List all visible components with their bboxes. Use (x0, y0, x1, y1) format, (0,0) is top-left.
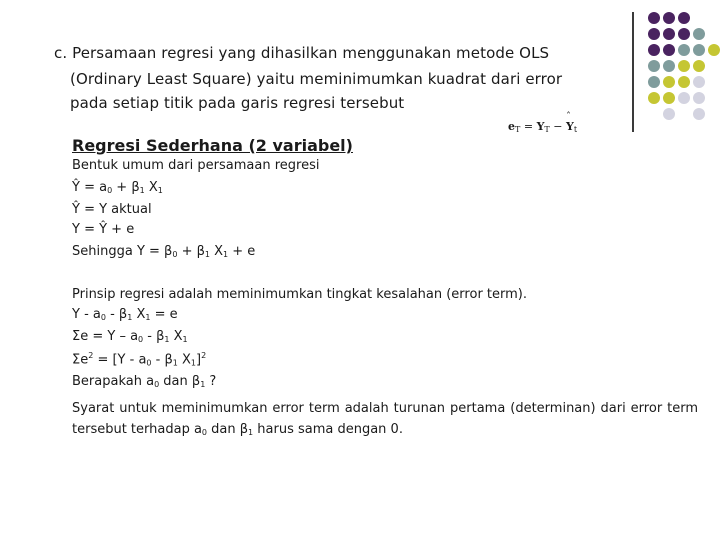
dot (648, 12, 660, 24)
dot (693, 60, 705, 72)
text: Σe = Y – a (72, 329, 139, 344)
dot (693, 44, 705, 56)
text: + β (112, 180, 140, 195)
dot (663, 44, 675, 56)
dot (648, 76, 660, 88)
subscript: 1 (145, 313, 151, 322)
dot (693, 92, 705, 104)
dot (663, 92, 675, 104)
formula-e: e (508, 120, 515, 133)
body-line-4: Y = Ŷ + e (72, 222, 135, 237)
dot (648, 44, 660, 56)
dot (663, 60, 675, 72)
formula-y: Y (536, 120, 545, 133)
dot (678, 60, 690, 72)
subscript: 1 (164, 335, 170, 344)
formula-minus: − (553, 120, 563, 133)
dot (648, 28, 660, 40)
subscript: 1 (223, 250, 229, 259)
error-formula-image (508, 112, 578, 134)
vertical-divider (632, 12, 634, 132)
formula-sub: t (573, 125, 578, 134)
text: dan β (207, 422, 249, 437)
text: Syarat untuk meminimumkan error term adalah turunan pertama (determinan) dari error term tersebut terhadap a (72, 401, 698, 437)
dot (648, 92, 660, 104)
dot (663, 76, 675, 88)
dot (663, 28, 675, 40)
text: X (169, 329, 183, 344)
text: - β (105, 307, 128, 322)
subscript: 1 (172, 358, 178, 368)
dot (678, 28, 690, 40)
body-line-2 (72, 180, 163, 195)
text: - β (143, 329, 165, 344)
dot (678, 92, 690, 104)
dot (678, 12, 690, 24)
text: X (210, 244, 224, 259)
text: + e (228, 244, 256, 259)
superscript: 2 (88, 351, 94, 360)
text: - β (151, 352, 173, 368)
text: Σe (72, 352, 89, 368)
subscript: 0 (107, 186, 113, 195)
text: X (132, 307, 146, 322)
text: ? (205, 374, 217, 389)
intro-line-2: (Ordinary Least Square) yaitu meminimumkan kuadrat dari error (70, 70, 563, 88)
section-heading: Regresi Sederhana (2 variabel) (72, 136, 353, 155)
subscript: 1 (182, 335, 188, 344)
body-paragraph-condition (72, 398, 698, 443)
subscript: 1 (157, 186, 163, 195)
subscript: 0 (100, 313, 106, 322)
dot (708, 44, 720, 56)
dot (693, 108, 705, 120)
subscript: 0 (201, 428, 208, 437)
body-line-1: Bentuk umum dari persamaan regresi (72, 158, 320, 173)
dot (663, 12, 675, 24)
formula-sub: T (515, 125, 521, 134)
body-line-5 (72, 244, 255, 259)
subscript: 1 (190, 358, 196, 368)
dot (663, 108, 675, 120)
subscript: 1 (200, 380, 206, 389)
text: X (144, 180, 158, 195)
dot (693, 76, 705, 88)
dot (648, 60, 660, 72)
dot (693, 28, 705, 40)
body-line-7 (72, 307, 178, 322)
text: Y - a (72, 307, 101, 322)
subscript: 0 (138, 335, 144, 344)
subscript: 1 (139, 186, 145, 195)
text: = e (150, 307, 178, 322)
intro-line-1: c. Persamaan regresi yang dihasilkan menggunakan metode OLS (54, 44, 550, 62)
superscript: 2 (201, 351, 207, 360)
text: dan β (159, 374, 201, 389)
text: X (177, 352, 191, 368)
body-line-8 (72, 329, 188, 344)
text: Ŷ = a (72, 180, 108, 195)
body-line-6: Prinsip regresi adalah meminimumkan tingkat kesalahan (error term). (72, 287, 527, 302)
dot (678, 76, 690, 88)
formula-sub: T (544, 125, 550, 134)
text: harus sama dengan 0. (253, 422, 403, 437)
formula-hat: ˆ (566, 112, 571, 123)
formula-eq: = (523, 120, 534, 133)
text: ] (196, 352, 202, 368)
intro-line-3: pada setiap titik pada garis regresi tersebut (70, 94, 405, 112)
subscript: 0 (146, 358, 152, 368)
subscript: 0 (172, 250, 178, 259)
body-line-9 (72, 351, 206, 367)
text: + β (177, 244, 205, 259)
subscript: 0 (154, 380, 160, 389)
text: = [Y - a (93, 352, 147, 368)
text: Berapakah a (72, 374, 155, 389)
subscript: 1 (248, 428, 254, 437)
subscript: 1 (204, 250, 210, 259)
subscript: 1 (127, 313, 133, 322)
text: Sehingga Y = β (72, 244, 173, 259)
body-line-3: Ŷ = Y aktual (72, 202, 152, 217)
dot (678, 44, 690, 56)
body-line-10 (72, 374, 216, 389)
formula-y: Y (565, 120, 574, 133)
